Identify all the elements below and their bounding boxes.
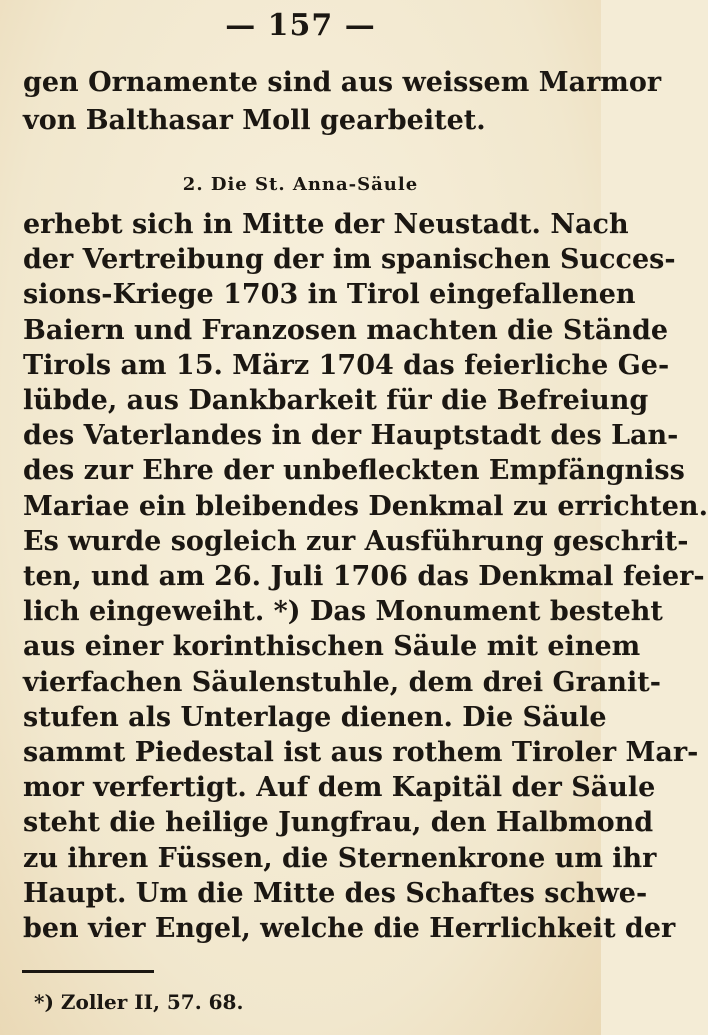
text-line: lich eingeweiht. *) Das Monument besteht xyxy=(23,596,663,627)
text-line: erhebt sich in Mitte der Neustadt. Nach xyxy=(23,209,629,240)
text-line: Es wurde sogleich zur Ausführung geschrit- xyxy=(23,526,689,557)
page-number-header: — 157 — xyxy=(225,8,376,43)
text-line: ben vier Engel, welche die Herrlichkeit der xyxy=(23,913,676,944)
text-line: des Vaterlandes in der Hauptstadt des Lan- xyxy=(23,420,679,451)
text-line: sions-Kriege 1703 in Tirol eingefallenen xyxy=(23,279,636,310)
text-line: steht die heilige Jungfrau, den Halbmond xyxy=(23,807,654,838)
text-line: vierfachen Säulenstuhle, dem drei Granit- xyxy=(23,667,661,698)
footnote-divider xyxy=(22,970,154,973)
text-line: der Vertreibung der im spanischen Succes- xyxy=(23,244,676,275)
text-line: von Balthasar Moll gearbeitet. xyxy=(23,105,486,136)
text-line: Baiern und Franzosen machten die Stände xyxy=(23,315,669,346)
text-line: ten, und am 26. Juli 1706 das Denkmal feier- xyxy=(23,561,705,592)
text-line: Tirols am 15. März 1704 das feierliche Ge- xyxy=(23,350,670,381)
text-line: stufen als Unterlage dienen. Die Säule xyxy=(23,702,607,733)
section-heading: 2. Die St. Anna-Säule xyxy=(182,174,419,195)
text-line: Haupt. Um die Mitte des Schaftes schwe- xyxy=(23,878,648,909)
text-line: zu ihren Füssen, die Sternenkrone um ihr xyxy=(23,843,657,874)
text-line: Mariae ein bleibendes Denkmal zu errichten. xyxy=(23,491,708,522)
text-line: lübde, aus Dankbarkeit für die Befreiung xyxy=(23,385,649,416)
text-line: gen Ornamente sind aus weissem Marmor xyxy=(23,67,662,98)
footnote: *) Zoller II, 57. 68. xyxy=(34,990,244,1014)
text-line: des zur Ehre der unbefleckten Empfängniss xyxy=(23,455,685,486)
text-line: aus einer korinthischen Säule mit einem xyxy=(23,631,641,662)
text-line: mor verfertigt. Auf dem Kapitäl der Säule xyxy=(23,772,656,803)
text-line: sammt Piedestal ist aus rothem Tiroler Mar- xyxy=(23,737,699,768)
